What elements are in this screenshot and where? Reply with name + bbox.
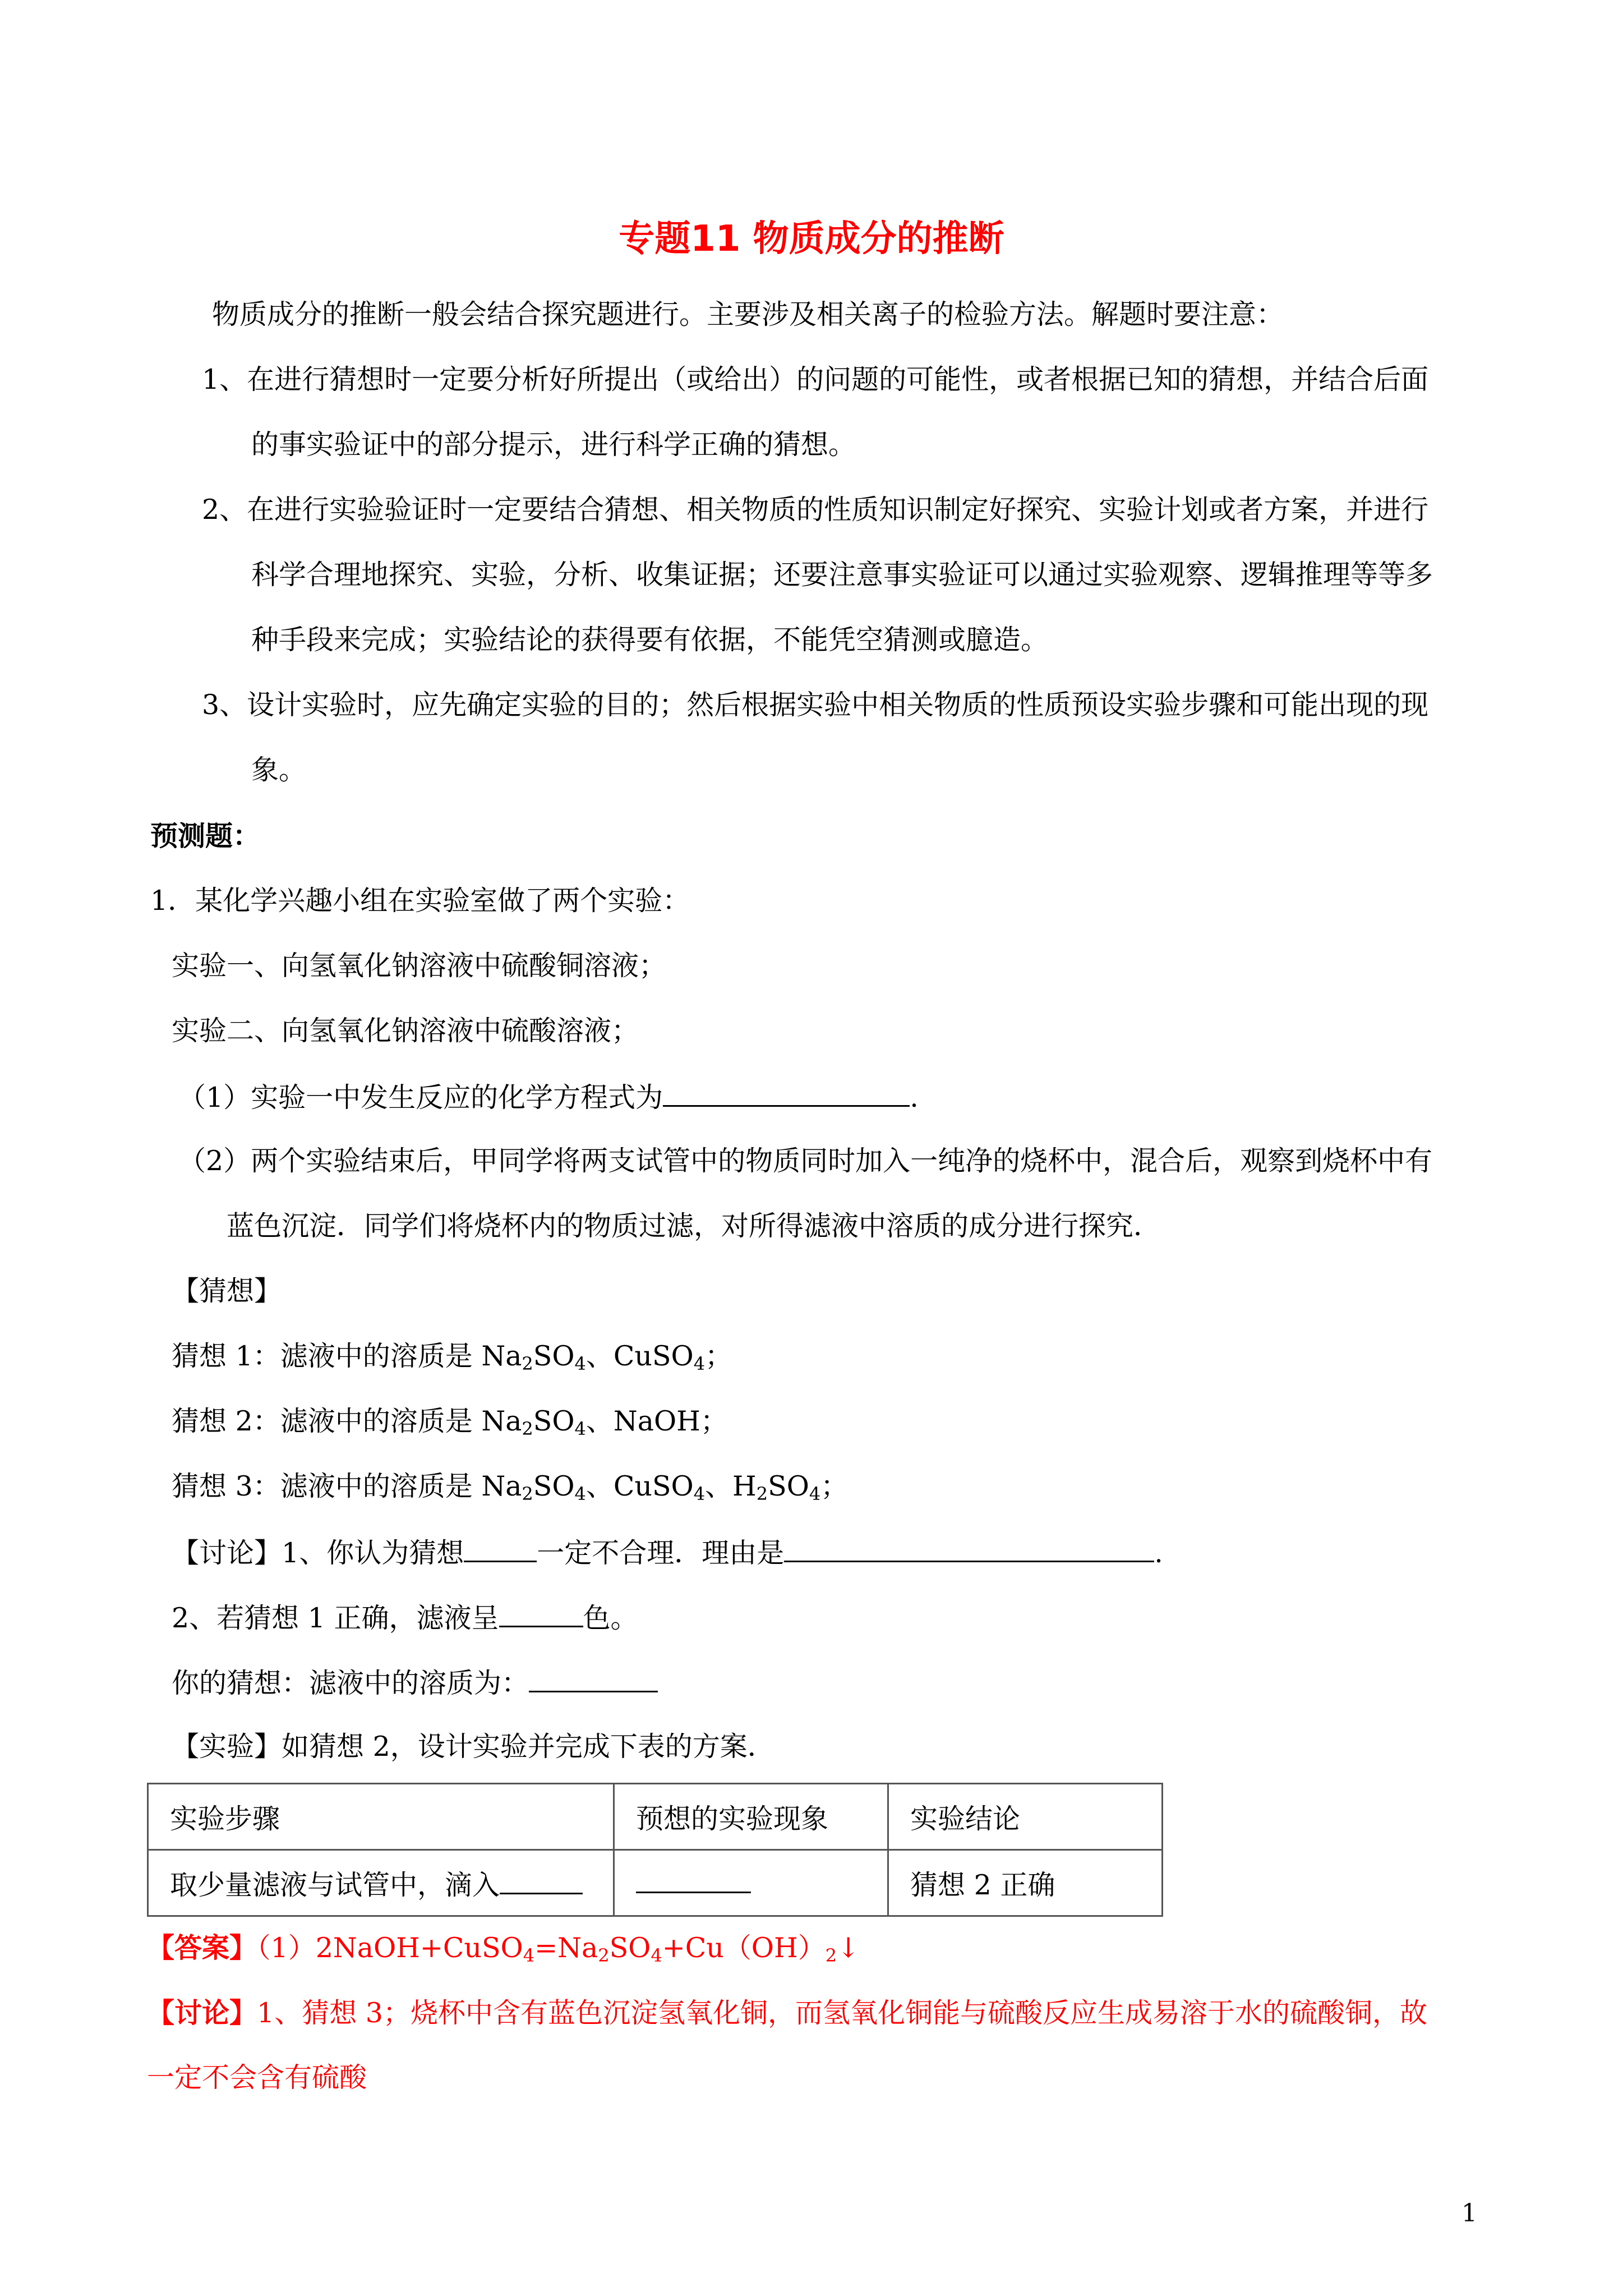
page-number: 1 [1461,2199,1477,2228]
experiment-2: 实验二、向氢氧化钠溶液中硫酸溶液； [172,1015,639,1047]
experiment-table [147,1783,1163,1917]
intro-item-1-line-2: 的事实验证中的部分提示，进行科学正确的猜想。 [251,429,856,461]
guess-1: 猜想 1：滤液中的溶质是 $Na_2SO_4$、CuSO$_4$； [172,1340,733,1374]
table-header-row [148,1784,1163,1850]
intro-item-2-line-2: 科学合理地探究、实验，分析、收集证据；还要注意事实验证可以通过实验观察、逻辑推理等等多 [251,559,1433,591]
discussion-1: 【讨论】1、你认为猜想 一定不合理．理由是 . [172,1535,1163,1570]
sub-question-1-end: . [910,1082,919,1114]
page-title: 专题11 物质成分的推断 [619,218,1004,260]
answer-equation: 【答案】$(1)2NaOH+CuSO_4=Na_2SO_4+Cu(OH)_2↓$ [147,1931,860,1966]
your-guess: 你的猜想：滤液中的溶质为： [172,1665,658,1700]
table-cell-step: 取少量滤液与试管中，滴入 [148,1850,614,1916]
intro-lead: 物质成分的推断一般会结合探究题进行。主要涉及相关离子的检验方法。解题时要注意： [212,298,1284,330]
table-header: 实验结论 [888,1784,1163,1850]
sub-question-1-text: （1）实验一中发生反应的化学方程式为 [178,1082,663,1114]
sub-question-2-line-1: （2）两个实验结束后，甲同学将两支试管中的物质同时加入一纯净的烧杯中，混合后，观察到烧杯中有 [178,1145,1433,1177]
answer-discussion-line-2: 一定不会含有硫酸 [147,2062,367,2093]
table-header: 预想的实验现象 [614,1784,888,1850]
intro-item-2-line-3: 种手段来完成；实验结论的获得要有依据，不能凭空猜测或臆造。 [251,624,1049,656]
intro-item-3-line-1: 3、设计实验时，应先确定实验的目的；然后根据实验中相关物质的性质预设实验步骤和可能出现的现 [202,689,1429,721]
section-heading: 预测题： [150,820,261,852]
table-header: 实验步骤 [148,1784,614,1850]
table-cell-conclusion: 猜想 2 正确 [888,1850,1163,1916]
experiment-1: 实验一、向氢氧化钠溶液中硫酸铜溶液； [172,950,667,982]
intro-item-1-line-1: 1、在进行猜想时一定要分析好所提出（或给出）的问题的可能性，或者根据已知的猜想，并结合后面 [202,364,1429,395]
intro-item-2-line-1: 2、在进行实验验证时一定要结合猜想、相关物质的性质知识制定好探究、实验计划或者方案，并进行 [202,494,1429,526]
experiment-instruction: 【实验】如猜想 2，设计实验并完成下表的方案． [172,1731,775,1763]
sub-question-2-line-2: 蓝色沉淀．同学们将烧杯内的物质过滤，对所得滤液中溶质的成分进行探究． [227,1210,1161,1242]
answer-blank-guess-number[interactable] [464,1535,537,1562]
answer-discussion-line-1: 【讨论】1、猜想 3；烧杯中含有蓝色沉淀氢氧化铜，而氢氧化铜能与硫酸反应生成易溶于水的硫酸铜，故 [147,1996,1427,2029]
answer-blank-color[interactable] [499,1600,583,1627]
sub-question-1 [178,1079,919,1115]
answer-blank-phenomenon[interactable] [636,1866,751,1893]
answer-blank-reason[interactable] [784,1535,1154,1562]
table-row [148,1850,1163,1916]
intro-item-3-line-2: 象。 [251,754,307,786]
question-stem: 1．某化学兴趣小组在实验室做了两个实验： [150,885,690,917]
answer-blank-solute[interactable] [529,1665,658,1692]
answer-blank-equation[interactable] [663,1079,910,1107]
guess-3: 猜想 3：滤液中的溶质是 $Na_2SO_4$、CuSO$_4$、$H_2SO_4$； [172,1470,849,1504]
discussion-2: 2、若猜想 1 正确，滤液呈 色。 [172,1600,638,1635]
table-cell-phenomenon [614,1850,888,1916]
guess-2: 猜想 2：滤液中的溶质是 $Na_2SO_4$、NaOH； [172,1405,728,1439]
answer-blank-reagent[interactable] [500,1867,583,1894]
guess-heading: 【猜想】 [172,1275,282,1307]
